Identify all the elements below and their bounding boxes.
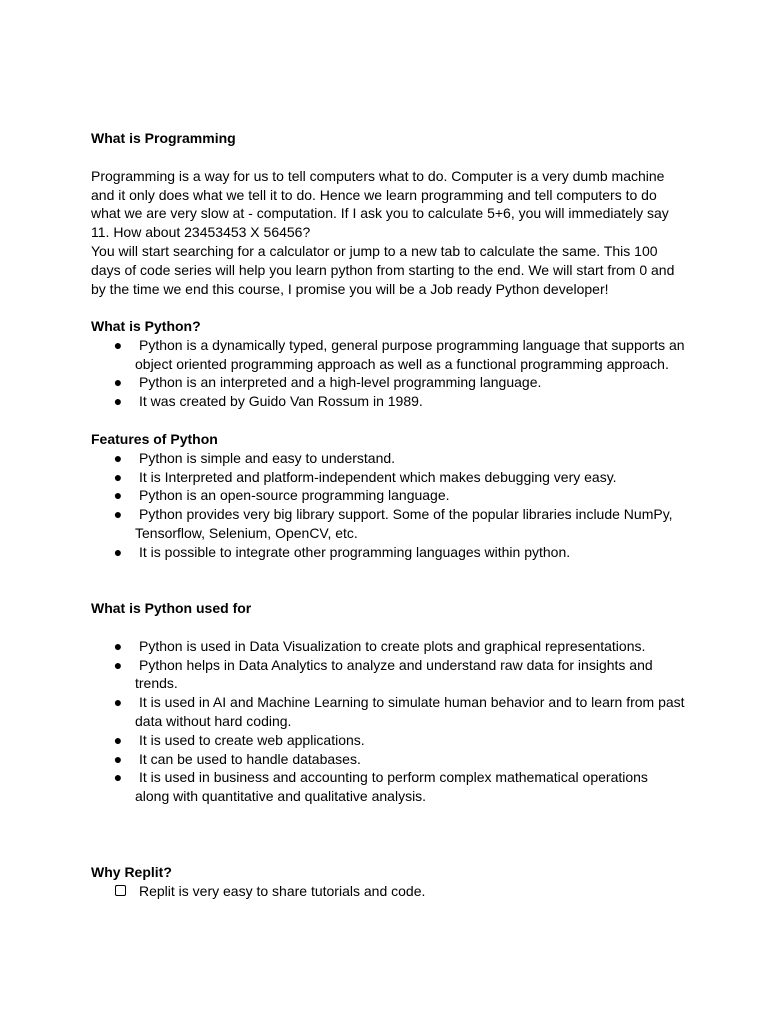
bullet-icon: ●	[113, 393, 123, 410]
paragraph-line: 11. How about 23453453 X 56456?	[91, 224, 311, 241]
checklist-item	[91, 882, 691, 901]
bullet-icon: ●	[113, 468, 123, 485]
bullet-icon: ●	[113, 656, 123, 673]
list-item: ● Python provides very big library support. Some of the popular libraries include NumPy, Tensorflow, Selenium, OpenCV, etc.	[113, 506, 673, 541]
list-item: ● It was created by Guido Van Rossum in 1989.	[113, 393, 423, 410]
heading-uses: What is Python used for	[91, 600, 252, 616]
paragraph-line: You will start searching for a calculator or jump to a new tab to calculate the same. This 100	[91, 242, 658, 259]
section-features	[91, 430, 691, 562]
checklist-item-label: Replit is very easy to share tutorials and code.	[139, 882, 426, 899]
bullet-icon: ●	[113, 637, 123, 654]
list-item: ● It is possible to integrate other programming languages within python.	[113, 543, 571, 560]
bullet-icon: ●	[113, 449, 123, 466]
bullet-icon: ●	[113, 506, 123, 523]
heading-programming: What is Programming	[91, 130, 236, 146]
checkbox-icon[interactable]	[115, 885, 126, 896]
bullet-icon: ●	[113, 374, 123, 391]
bullet-icon: ●	[113, 336, 123, 353]
heading-features: Features of Python	[91, 431, 218, 447]
paragraph-line: days of code series will help you learn python from starting to the end. We will start from 0 and	[91, 261, 675, 278]
heading-what-is-python: What is Python?	[91, 318, 201, 334]
paragraph-line: Programming is a way for us to tell computers what to do. Computer is a very dumb machine	[91, 167, 665, 184]
list-item: ● It is used in business and accounting to perform complex mathematical operations along with quantitative and qualitative analysis.	[113, 769, 648, 805]
bullet-icon: ●	[113, 487, 123, 504]
bullet-icon: ●	[113, 769, 123, 786]
section-replit	[91, 863, 691, 901]
list-item: ● It is used to create web applications.	[113, 731, 365, 748]
list-item: ● Python helps in Data Analytics to analyze and understand raw data for insights and trends.	[113, 656, 653, 692]
python-list	[91, 336, 691, 411]
bullet-icon: ●	[113, 694, 123, 711]
bullet-icon: ●	[113, 731, 123, 748]
list-item: ● It is used in AI and Machine Learning to simulate human behavior and to learn from past data without hard coding.	[113, 694, 685, 729]
features-list	[91, 449, 691, 562]
section-uses	[91, 599, 691, 806]
programming-paragraph	[91, 167, 691, 299]
uses-list	[91, 637, 691, 806]
heading-replit: Why Replit?	[91, 864, 172, 880]
section-programming	[91, 129, 691, 298]
paragraph-line: what we are very slow at - computation. If I ask you to calculate 5+6, you will immediately say	[91, 205, 669, 222]
list-item: ● Python is an open-source programming language.	[113, 487, 450, 504]
paragraph-line: by the time we end this course, I promise you will be a Job ready Python developer!	[91, 280, 609, 297]
paragraph-line: and it only does what we tell it to do. Hence we learn programming and tell computers to do	[91, 186, 657, 203]
bullet-icon: ●	[113, 543, 123, 560]
list-item: ● It is Interpreted and platform-independent which makes debugging very easy.	[113, 468, 617, 485]
section-what-is-python	[91, 317, 691, 411]
list-item: ● It can be used to handle databases.	[113, 750, 361, 767]
list-item: ● Python is an interpreted and a high-level programming language.	[113, 374, 542, 391]
bullet-icon: ●	[113, 750, 123, 767]
list-item: ● Python is used in Data Visualization to create plots and graphical representations.	[113, 637, 646, 654]
list-item: ● Python is a dynamically typed, general purpose programming language that supports an object oriented programming approach as well as a functional programming approach.	[113, 336, 685, 372]
list-item: ● Python is simple and easy to understand.	[113, 449, 396, 466]
